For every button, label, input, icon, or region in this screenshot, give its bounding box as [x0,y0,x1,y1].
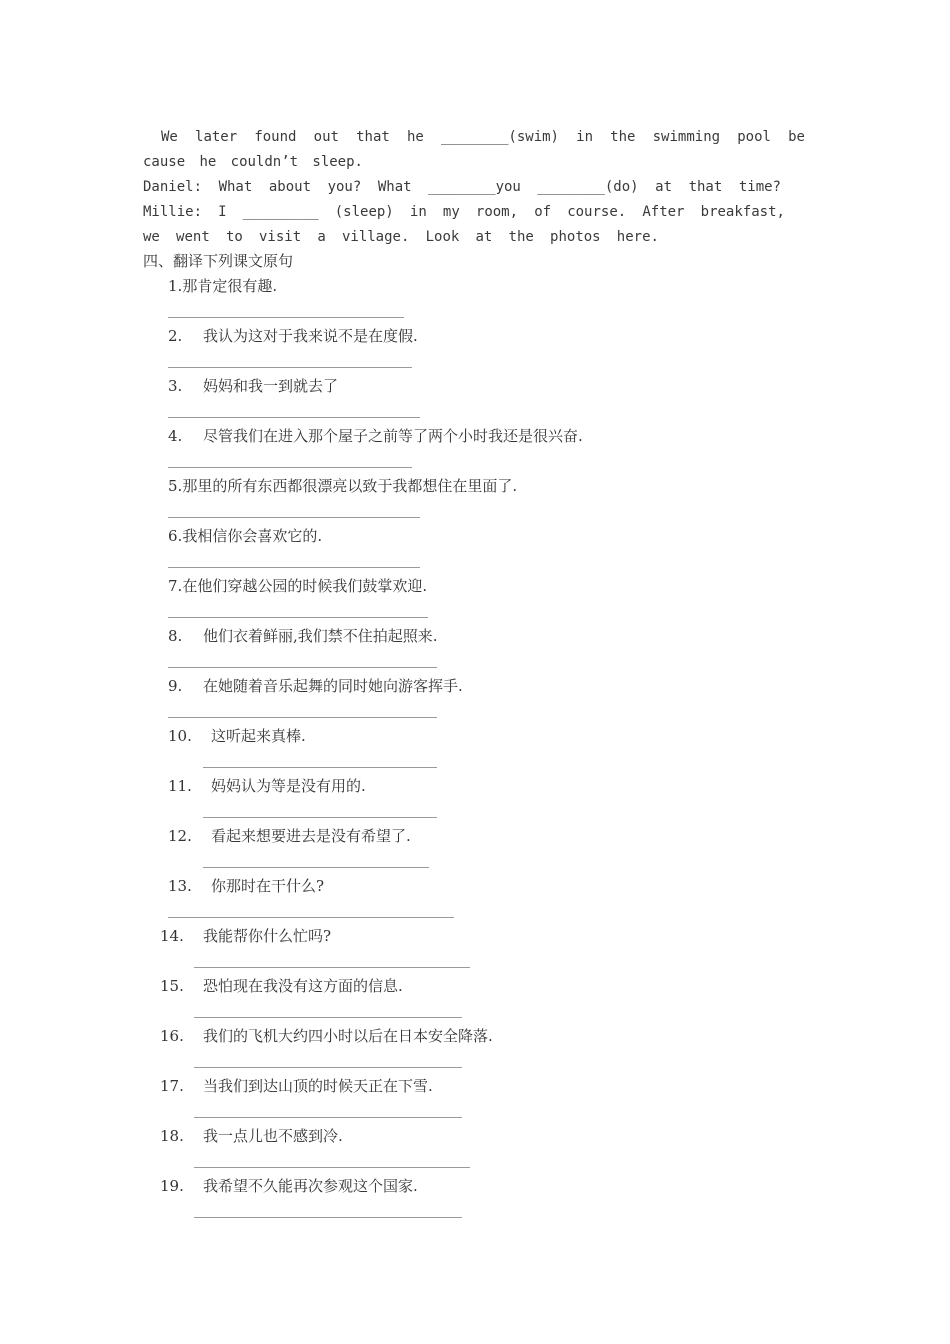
question-text: 看起来想要进去是没有希望了. [211,827,411,845]
section-title: 四、翻译下列课文原句 [143,252,294,270]
question-item [168,777,366,795]
answer-line[interactable] [194,1217,462,1218]
passage-word: he [199,154,217,170]
passage-word: After [642,204,685,220]
question-number: 6. [168,527,183,545]
answer-line[interactable] [168,667,437,668]
answer-line[interactable] [168,617,428,618]
question-item [168,627,438,645]
passage-word: to [225,229,243,245]
answer-line[interactable] [194,1067,462,1068]
question-item [168,827,411,845]
question-number: 14. [160,927,184,945]
question-text: 我希望不久能再次参观这个国家. [203,1177,418,1195]
passage-word: We [161,129,178,145]
passage-word: couldn’t [230,154,299,170]
question-item [168,577,427,595]
passage-word: in [409,204,427,220]
answer-line[interactable] [168,367,412,368]
passage-word: in [576,129,594,145]
question-text: 恐怕现在我没有这方面的信息. [203,977,403,995]
question-text: 这听起来真棒. [211,727,306,745]
passage-word: pool [737,129,771,145]
passage-line-3 [143,178,781,196]
answer-line[interactable] [168,717,437,718]
passage-word: visit [259,229,302,245]
question-text: 那里的所有东西都很漂亮以致于我都想住在里面了. [182,477,518,495]
answer-line[interactable] [194,967,470,968]
question-number: 15. [160,977,184,995]
passage-line-5 [143,228,659,246]
passage-word: of [534,204,552,220]
passage-word: he [406,129,424,145]
passage-line-4 [143,203,785,221]
question-number: 5. [168,477,183,495]
passage-word: time? [738,179,781,195]
passage-word: swimming [652,129,721,145]
passage-word: photos [550,229,601,245]
answer-line[interactable] [194,1117,462,1118]
question-number: 1. [168,277,183,295]
question-item [160,927,331,945]
question-number: 7. [168,577,183,595]
passage-word: What [377,179,412,195]
question-item [168,877,324,895]
passage-word: be [788,129,805,145]
answer-line[interactable] [203,867,429,868]
passage-word: breakfast, [700,204,785,220]
question-text: 我相信你会喜欢它的. [182,527,323,545]
question-item [168,527,322,545]
question-text: 我能帮你什么忙吗? [203,927,332,945]
passage-word: What [218,179,253,195]
question-text: 那肯定很有趣. [182,277,278,295]
passage-word: at [475,229,493,245]
question-item [168,277,277,295]
passage-line-1 [143,128,805,146]
question-item [160,1027,493,1045]
answer-line[interactable] [194,1017,462,1018]
question-number: 2. [168,327,183,345]
passage-word: Daniel: [143,179,203,195]
passage-word: ________(do) [537,179,639,195]
passage-word: here. [616,229,659,245]
question-item [168,477,517,495]
answer-line[interactable] [168,467,412,468]
question-text: 你那时在干什么? [211,877,325,895]
passage-word: we [143,229,160,245]
passage-word: that [356,129,390,145]
passage-word: course. [567,204,627,220]
question-text: 我一点儿也不感到冷. [203,1127,343,1145]
question-number: 11. [168,777,192,795]
question-text: 尽管我们在进入那个屋子之前等了两个小时我还是很兴奋. [203,427,583,445]
passage-word: ________you [428,179,521,195]
passage-word: village. [341,229,410,245]
passage-word: Look [425,229,460,245]
answer-line[interactable] [168,317,404,318]
answer-line[interactable] [203,767,437,768]
question-item [160,977,403,995]
question-text: 我认为这对于我来说不是在度假. [203,327,418,345]
answer-line[interactable] [203,817,437,818]
passage-word: at [655,179,672,195]
passage-word: _________ [242,204,319,220]
passage-word: I [218,204,227,220]
passage-word: later [195,129,238,145]
question-number: 8. [168,627,183,645]
passage-word: out [313,129,339,145]
question-text: 妈妈认为等是没有用的. [211,777,366,795]
passage-word: the [508,229,534,245]
question-item [168,427,583,445]
passage-word: cause [143,154,186,170]
question-number: 3. [168,377,183,395]
question-number: 4. [168,427,183,445]
question-number: 13. [168,877,192,895]
passage-word: my [442,204,460,220]
question-number: 19. [160,1177,184,1195]
question-number: 12. [168,827,192,845]
answer-line[interactable] [168,417,420,418]
passage-word: (sleep) [334,204,394,220]
question-text: 在她随着音乐起舞的同时她向游客挥手. [203,677,463,695]
question-item [168,727,306,745]
passage-word: ________(swim) [440,129,559,145]
answer-line[interactable] [168,517,420,518]
answer-line[interactable] [168,917,454,918]
answer-line[interactable] [194,1167,470,1168]
question-number: 16. [160,1027,184,1045]
question-item [168,677,463,695]
question-text: 他们衣着鲜丽,我们禁不住拍起照来. [203,627,438,645]
question-item [168,377,338,395]
question-text: 在他们穿越公园的时候我们鼓掌欢迎. [182,577,428,595]
question-text: 当我们到达山顶的时候天正在下雪. [203,1077,433,1095]
question-item [160,1077,433,1095]
question-text: 我们的飞机大约四小时以后在日本安全降落. [203,1027,493,1045]
question-item [160,1177,418,1195]
passage-word: room, [475,204,519,220]
answer-line[interactable] [168,567,420,568]
passage-word: sleep. [312,154,363,170]
passage-word: that [688,179,723,195]
passage-word: found [254,129,297,145]
passage-word: Millie: [143,204,203,220]
passage-line-2 [143,153,363,171]
passage-word: went [176,229,210,245]
passage-word: you? [327,179,362,195]
question-number: 10. [168,727,192,745]
passage-word: the [610,129,636,145]
question-text: 妈妈和我一到就去了 [203,377,339,395]
question-number: 9. [168,677,183,695]
question-item [168,327,418,345]
question-number: 17. [160,1077,184,1095]
question-number: 18. [160,1127,184,1145]
passage-word: about [268,179,312,195]
passage-word: a [317,229,326,245]
question-item [160,1127,343,1145]
